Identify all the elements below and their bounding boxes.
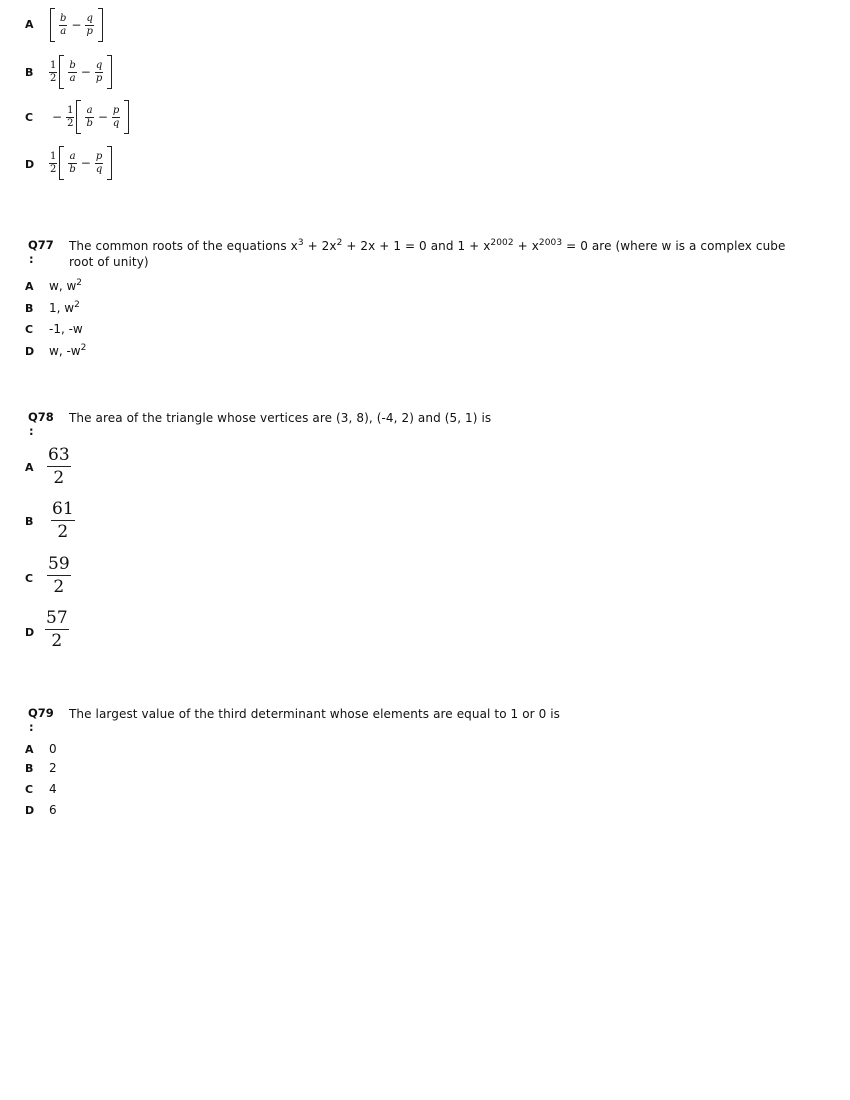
option-label: D xyxy=(25,804,35,817)
option-text: w, $-w^2$ xyxy=(49,343,87,358)
option-text: 6 xyxy=(49,803,57,817)
question-colon: : xyxy=(29,424,34,438)
option-math: $\frac{1}{2}$ $\frac{a}{b}$ − $\frac{p}{q}$ xyxy=(47,146,112,180)
option-label: C xyxy=(25,572,34,585)
question-colon: : xyxy=(29,720,34,734)
option-fraction: $\frac{63}{2}$ xyxy=(48,445,70,488)
option-label: A xyxy=(25,461,34,474)
option-math: − $\frac{1}{2}$ $\frac{a}{b}$ − $\frac{p}{q}$ xyxy=(50,100,129,134)
option-text: -1, -w xyxy=(49,322,83,336)
option-label: B xyxy=(25,302,34,315)
question-text: The common roots of the equations $x^3 + 2x^2 + 2x + 1 = 0$ and $1 + x^{2002} + x^{2003} = 0$ are (where w is a complex cube root of unity) xyxy=(69,238,786,269)
option-text: w, $w^2$ xyxy=(49,278,82,293)
question-number: Q77 xyxy=(28,238,54,252)
question-number: Q78 xyxy=(28,410,54,424)
option-fraction: $\frac{61}{2}$ xyxy=(52,499,74,542)
option-math: $\frac{1}{2}$ $\frac{b}{a}$ − $\frac{q}{p}$ xyxy=(47,55,112,89)
option-label: D xyxy=(25,345,35,358)
option-label: D xyxy=(25,626,35,639)
question-text: The area of the triangle whose vertices are (3, 8), (-4, 2) and (5, 1) is xyxy=(69,411,492,425)
option-label: C xyxy=(25,111,34,124)
option-math: $\frac{b}{a}$ − $\frac{q}{p}$ xyxy=(50,8,103,42)
option-label: C xyxy=(25,323,34,336)
option-text: 4 xyxy=(49,782,57,796)
option-label: B xyxy=(25,762,34,775)
option-label: A xyxy=(25,743,34,756)
option-label: A xyxy=(25,280,34,293)
option-text: 0 xyxy=(49,742,57,756)
option-text: 2 xyxy=(49,761,57,775)
option-text: 1, $w^2$ xyxy=(49,300,80,315)
option-label: B xyxy=(25,66,34,79)
question-number: Q79 xyxy=(28,706,54,720)
option-label: C xyxy=(25,783,34,796)
question-text: The largest value of the third determinant whose elements are equal to 1 or 0 is xyxy=(69,707,561,721)
question-colon: : xyxy=(29,252,34,266)
option-label: B xyxy=(25,515,34,528)
option-label: A xyxy=(25,18,34,31)
option-label: D xyxy=(25,158,35,171)
option-fraction: $\frac{59}{2}$ xyxy=(48,554,70,597)
option-fraction: $\frac{57}{2}$ xyxy=(46,608,68,651)
